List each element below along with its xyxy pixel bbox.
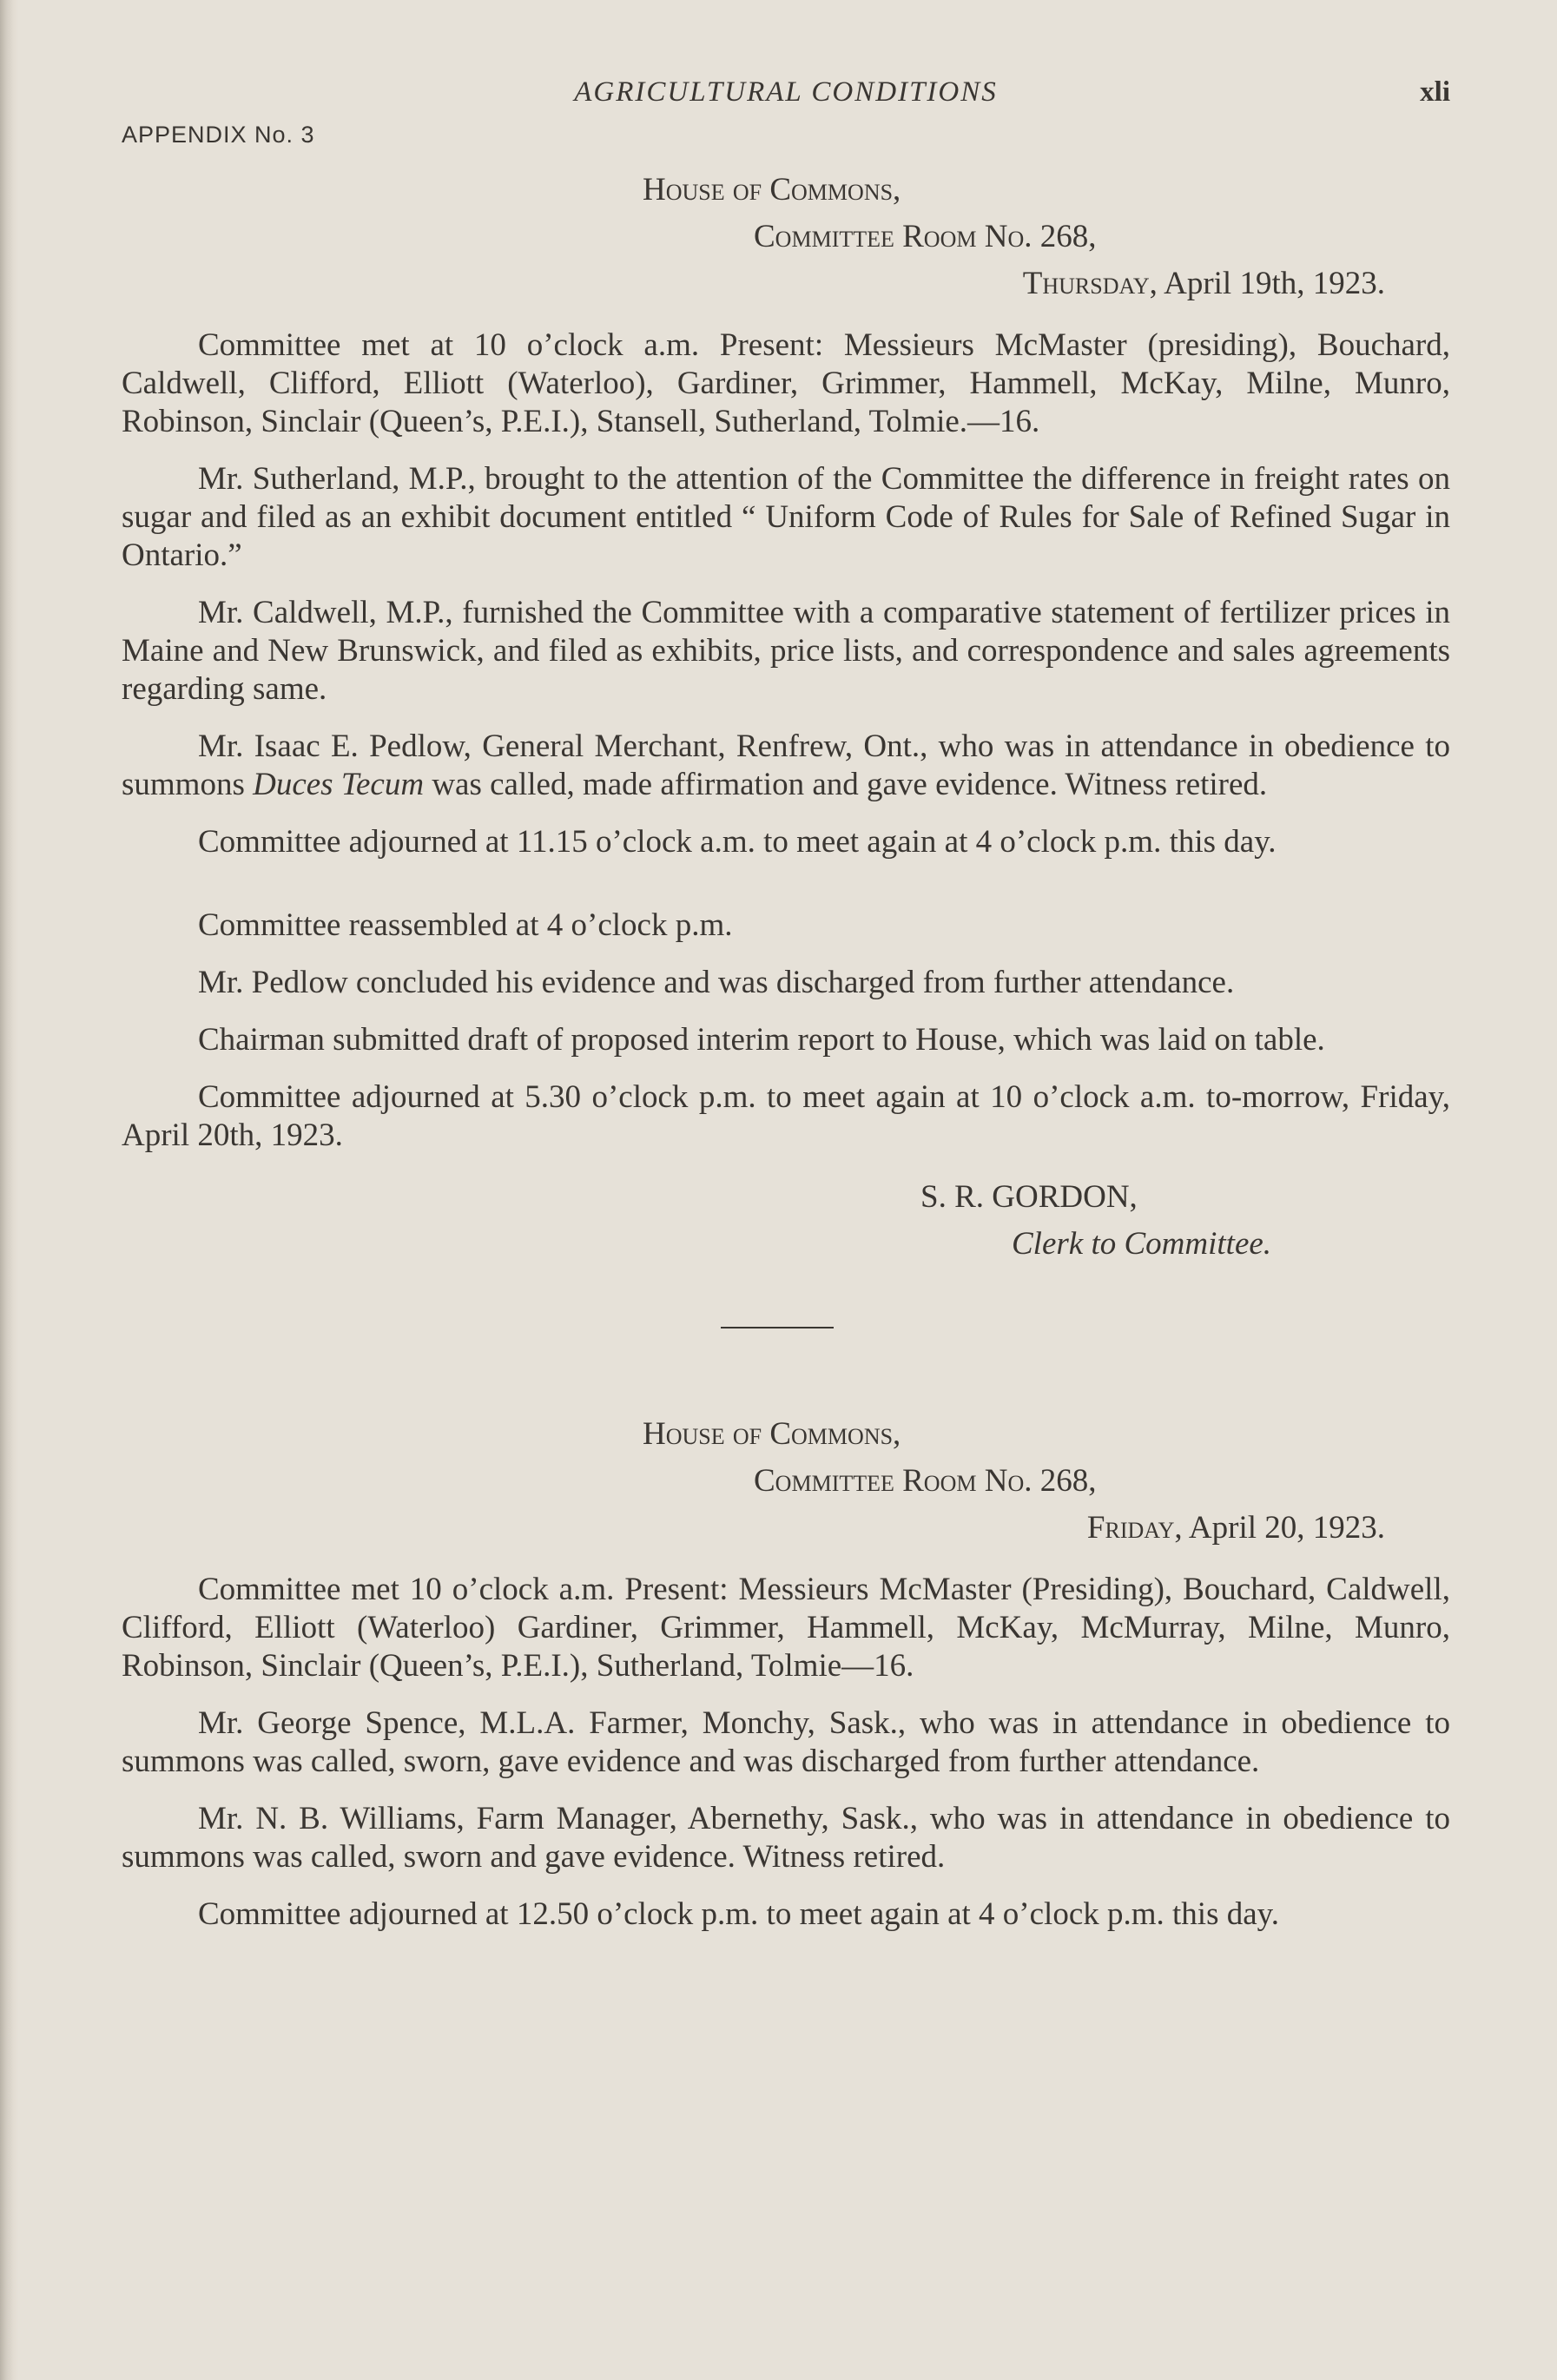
meeting-heading-thursday xyxy=(122,167,1450,307)
heading-room: Committee Room No. 268, xyxy=(754,219,1097,254)
heading-house: House of Commons, xyxy=(643,172,901,208)
heading-date xyxy=(122,1505,1450,1552)
paragraph-sutherland: Mr. Sutherland, M.P., brought to the attention of the Committee the difference in freight rates on sugar and filed as an exhibit document entitled “ Uniform Code of Rules for Sale of Refined Sugar in Ontario.” xyxy=(122,461,1450,573)
heading-day: Thursday, xyxy=(1022,266,1158,301)
paragraph-attendance: Committee met at 10 o’clock a.m. Present: Messieurs McMaster (presiding), Bouchard, Caldwell, Clifford, Elliott (Waterloo), Gardiner, Grimmer, Hammell, McKay, Milne, Munro, Robinson, Sinclair (Queen’s, P.E.I.), Stansell, Sutherland, Tolmie.—16. xyxy=(122,327,1450,439)
signature-block xyxy=(122,1174,1450,1268)
signature-name: S. R. GORDON, xyxy=(920,1179,1138,1215)
heading-date xyxy=(122,260,1450,307)
running-head xyxy=(122,69,1450,122)
signature-title: Clerk to Committee. xyxy=(1012,1226,1272,1262)
appendix-label: APPENDIX No. 3 xyxy=(122,122,315,148)
paragraph-adjourn-morning: Committee adjourned at 11.15 o’clock a.m. to meet again at 4 o’clock p.m. this day. xyxy=(198,824,1277,860)
paragraph-pedlow xyxy=(122,728,1450,804)
page-binding-edge xyxy=(0,0,19,2380)
paragraph-caldwell: Mr. Caldwell, M.P., furnished the Committee with a comparative statement of fertilizer prices in Maine and New Brunswick, and filed as exhibits, price lists, and correspondence and sales agreements regarding same. xyxy=(122,595,1450,707)
pedlow-italic: Duces Tecum xyxy=(253,767,425,802)
pedlow-text-before: Mr. Isaac E. Pedlow, General Merchant, Renfrew, Ont., who was in attendance in obedience to summons xyxy=(122,729,1450,802)
paragraph-chairman-report: Chairman submitted draft of proposed interim report to House, which was laid on table. xyxy=(198,1022,1325,1058)
heading-date-text: April 19th, 1923. xyxy=(1157,266,1385,301)
document-page xyxy=(122,52,1450,1953)
paragraph-williams: Mr. N. B. Williams, Farm Manager, Abernethy, Sask., who was in attendance in obedience to summons was called, sworn and gave evidence. Witness retired. xyxy=(122,1801,1450,1875)
meeting-heading-friday xyxy=(122,1411,1450,1552)
pedlow-text-after: was called, made affirmation and gave evidence. Witness retired. xyxy=(424,767,1268,802)
heading-day: Friday, xyxy=(1086,1510,1183,1546)
page-number: xli xyxy=(1420,76,1450,108)
heading-date-text: April 20, 1923. xyxy=(1182,1510,1385,1546)
paragraph-pedlow-concluded: Mr. Pedlow concluded his evidence and was discharged from further attendance. xyxy=(198,965,1235,1000)
paragraph-spence: Mr. George Spence, M.L.A. Farmer, Monchy, Sask., who was in attendance in obedience to summons was called, sworn, gave evidence and was discharged from further attendance. xyxy=(122,1705,1450,1779)
running-title: AGRICULTURAL CONDITIONS xyxy=(574,76,998,108)
paragraph-attendance: Committee met 10 o’clock a.m. Present: Messieurs McMaster (Presiding), Bouchard, Caldwell, Clifford, Elliott (Waterloo) Gardiner, Grimmer, Hammell, McKay, McMurray, Milne, Munro, Robinson, Sinclair (Queen’s, P.E.I.), Sutherland, Tolmie—16. xyxy=(122,1572,1450,1684)
heading-room: Committee Room No. 268, xyxy=(754,1463,1097,1499)
heading-house: House of Commons, xyxy=(643,1416,901,1452)
paragraph-reassembled: Committee reassembled at 4 o’clock p.m. xyxy=(198,907,733,943)
paragraph-adjourn: Committee adjourned at 12.50 o’clock p.m. to meet again at 4 o’clock p.m. this day. xyxy=(198,1896,1280,1932)
paragraph-adjourn-afternoon: Committee adjourned at 5.30 o’clock p.m. to meet again at 10 o’clock a.m. to-morrow, Friday, April 20th, 1923. xyxy=(122,1079,1450,1153)
